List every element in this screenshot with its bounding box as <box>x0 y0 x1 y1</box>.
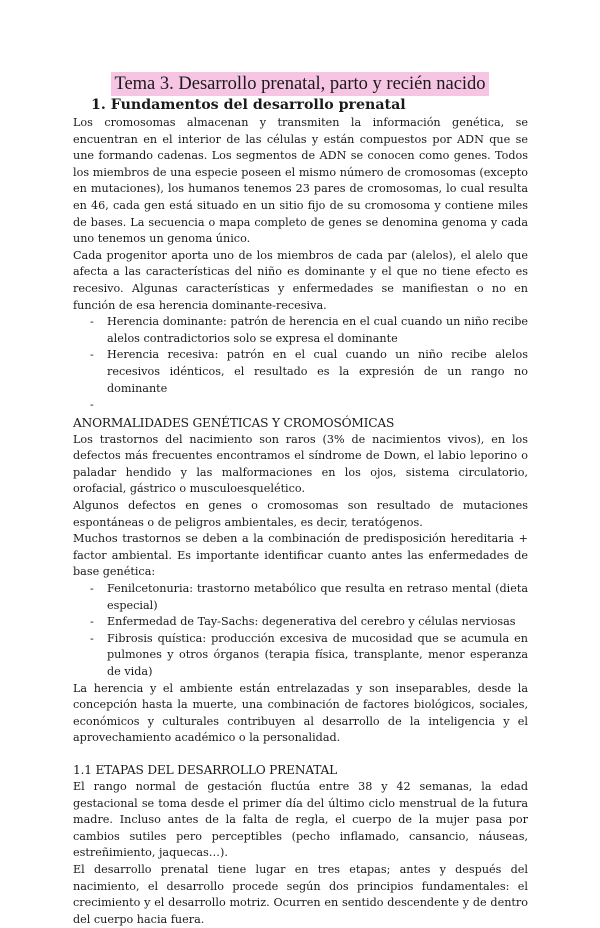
list-item: - Fibrosis quística: producción excesiva de mucosidad que se acumula en pulmones y otros órganos (terapia física, transplante, menor esperanza de vida) <box>73 631 528 681</box>
body-block-1 <box>73 115 528 928</box>
paragraph-defectos: Algunos defectos en genes o cromosomas son resultado de mutaciones espontáneas o de peligros ambientales, es decir, teratógenos. <box>73 499 528 529</box>
document-title: Tema 3. Desarrollo prenatal, parto y recién nacido <box>111 72 488 96</box>
section-heading-fundamentos: 1. Fundamentos del desarrollo prenatal <box>91 97 406 113</box>
list-item: - Enfermedad de Tay-Sachs: degenerativa del cerebro y células nerviosas <box>73 614 528 631</box>
list-item: - Fenilcetonuria: trastorno metabólico que resulta en retraso mental (dieta especial) <box>73 581 528 614</box>
paragraph-cromosomas: Los cromosomas almacenan y transmiten la información genética, se encuentran en el interior de las células y están compuestos por ADN que se une formando cadenas. Los segmentos de ADN se conocen como genes. Todos los miembros de una especie poseen el mismo número de cromosomas (excepto en mutaciones), los humanos tenemos 23 pares de cromosomas, lo cual resulta en 46, cada gen está situado en un sitio fijo de su cromosoma y contiene miles de bases. La secuencia o mapa completo de genes se denomina genoma y cada uno tenemos un genoma único. <box>73 116 528 246</box>
spacer <box>73 747 528 761</box>
herencia-list <box>73 314 528 414</box>
paragraph-gestacion: El rango normal de gestación fluctúa entre 38 y 42 semanas, la edad gestacional se toma desde el primer día del último ciclo menstrual de la futura madre. Incluso antes de la falta de regla, el cuerpo de la mujer pasa por cambios sutiles pero perceptibles (pecho inflamado, cansancio, náuseas, estreñimiento, jaquecas…). <box>73 779 528 860</box>
paragraph-progenitor: Cada progenitor aporta uno de los miembros de cada par (alelos), el alelo que afecta a las características del niño es dominante y el que no tiene efecto es recesivo. Algunas características y enfermedades se manifiestan o no en función de esa herencia dominante-recesiva. <box>73 248 528 312</box>
title-wrap <box>0 72 600 96</box>
subheading-anormalidades: ANORMALIDADES GENÉTICAS Y CROMOSÓMICAS <box>73 415 395 430</box>
paragraph-herencia-ambiente: La herencia y el ambiente están entrelazadas y son inseparables, desde la concepción hasta la muerte, una combinación de factores biológicos, sociales, económicos y culturales contribuyen al desarrollo de la inteligencia y el aprovechamiento académico o la personalidad. <box>73 681 528 745</box>
paragraph-desarrollo-prenatal: El desarrollo prenatal tiene lugar en tres etapas; antes y después del nacimiento, el desarrollo procede según dos principios fundamentales: el crecimiento y el desarrollo motriz. Ocurren en sentido descendente y de dentro del cuerpo hacia fuera. <box>73 862 528 926</box>
enfermedades-list <box>73 581 528 681</box>
paragraph-trastornos: Los trastornos del nacimiento son raros (3% de nacimientos vivos), en los defectos más frecuentes encontramos el síndrome de Down, el labio leporino o paladar hendido y las malformaciones en los ojos, sistema circulatorio, orofacial, gástrico o musculoesquelético. <box>73 432 528 496</box>
list-item <box>73 397 528 414</box>
paragraph-combinacion: Muchos trastornos se deben a la combinación de predisposición hereditaria + factor ambiental. Es importante identificar cuanto antes las enfermedades de base genética: <box>73 532 528 579</box>
section-heading-etapas: 1.1 ETAPAS DEL DESARROLLO PRENATAL <box>73 762 337 777</box>
list-item: - Herencia dominante: patrón de herencia en el cual cuando un niño recibe alelos contradictorios solo se expresa el dominante <box>73 314 528 347</box>
list-item: - Herencia recesiva: patrón en el cual cuando un niño recibe alelos recesivos idénticos, el resultado es la expresión de un rango no dominante <box>73 347 528 397</box>
